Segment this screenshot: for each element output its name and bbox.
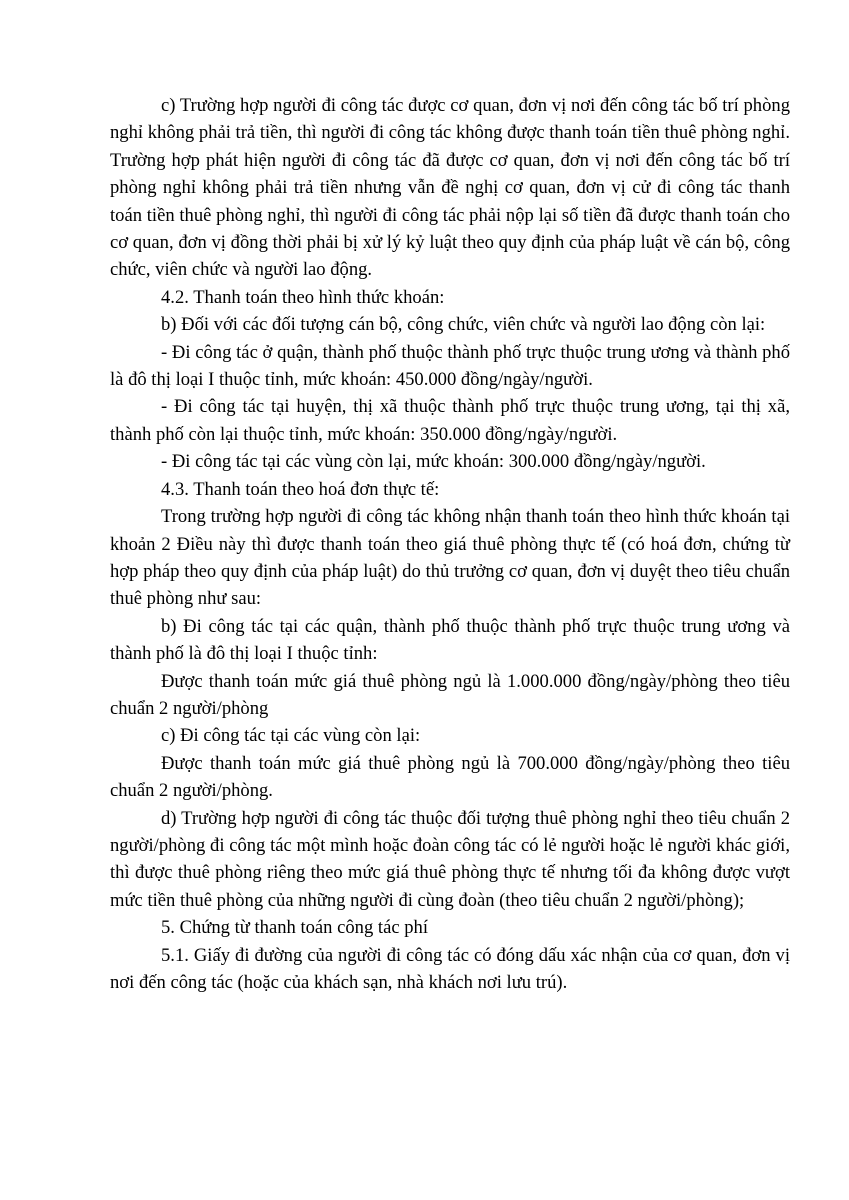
paragraph-4-3-d-single-room: d) Trường hợp người đi công tác thuộc đối tượng thuê phòng nghỉ theo tiêu chuẩn 2 người/phòng đi công tác một mình hoặc đoàn công tác có lẻ người hoặc lẻ người khác giới, thì được thuê phòng riêng theo mức giá thuê phòng thực tế nhưng tối đa không được vượt mức tiền thuê phòng của những người đi cùng đoàn (theo tiêu chuẩn 2 người/phòng); (110, 807, 790, 911)
list-item-other-area-rate: - Đi công tác tại các vùng còn lại, mức khoán: 300.000 đồng/ngày/người. (161, 451, 706, 473)
paragraph-5-1-travel-paper: 5.1. Giấy đi đường của người đi công tác có đóng dấu xác nhận của cơ quan, đơn vị nơi đến công tác (hoặc của khách sạn, nhà khách nơi lưu trú). (110, 944, 790, 993)
list-item-district-rate: - Đi công tác ở quận, thành phố thuộc thành phố trực thuộc trung ương và thành phố là đô thị loại I thuộc tỉnh, mức khoán: 450.000 đồng/ngày/người. (110, 341, 790, 391)
paragraph-2c-free-room: c) Trường hợp người đi công tác được cơ quan, đơn vị nơi đến công tác bố trí phòng nghỉ không phải trả tiền, thì người đi công tác không được thanh toán tiền thuê phòng nghỉ. Trường hợp phát hiện người đi công tác đã được cơ quan, đơn vị nơi đến công tác bố trí phòng nghỉ không phải trả tiền nhưng vẫn đề nghị cơ quan, đơn vị cử đi công tác thanh toán tiền thuê phòng nghỉ, thì người đi công tác phải nộp lại số tiền đã được thanh toán cho cơ quan, đơn vị đồng thời phải bị xử lý kỷ luật theo quy định của pháp luật về cán bộ, công chức, viên chức và người lao động. (110, 95, 790, 281)
heading-4-3-actual-invoice: 4.3. Thanh toán theo hoá đơn thực tế: (161, 478, 440, 500)
list-item-town-rate: - Đi công tác tại huyện, thị xã thuộc thành phố trực thuộc trung ương, tại thị xã, thành phố còn lại thuộc tỉnh, mức khoán: 350.000 đồng/ngày/người. (110, 396, 790, 445)
heading-5-payment-documents: 5. Chứng từ thanh toán công tác phí (161, 917, 428, 939)
paragraph-4-3-intro: Trong trường hợp người đi công tác không nhận thanh toán theo hình thức khoán tại khoản 2 Điều này thì được thanh toán theo giá thuê phòng thực tế (có hoá đơn, chứng từ hợp pháp theo quy định của pháp luật) do thủ trưởng cơ quan, đơn vị duyệt theo tiêu chuẩn thuê phòng như sau: (110, 506, 790, 610)
paragraph-4-3-c-rate: Được thanh toán mức giá thuê phòng ngủ là 700.000 đồng/ngày/phòng theo tiêu chuẩn 2 người/phòng. (110, 752, 790, 802)
paragraph-4-3-c-other-areas: c) Đi công tác tại các vùng còn lại: (161, 725, 421, 747)
heading-4-2-lump-sum: 4.2. Thanh toán theo hình thức khoán: (161, 286, 445, 308)
paragraph-4-2-b-remaining-staff: b) Đối với các đối tượng cán bộ, công chức, viên chức và người lao động còn lại: (161, 314, 766, 336)
paragraph-4-3-b-rate: Được thanh toán mức giá thuê phòng ngủ là 1.000.000 đồng/ngày/phòng theo tiêu chuẩn 2 người/phòng (110, 670, 790, 719)
document-body (110, 92, 790, 996)
paragraph-4-3-b-urban: b) Đi công tác tại các quận, thành phố thuộc thành phố trực thuộc trung ương và thành phố là đô thị loại I thuộc tỉnh: (110, 615, 790, 665)
